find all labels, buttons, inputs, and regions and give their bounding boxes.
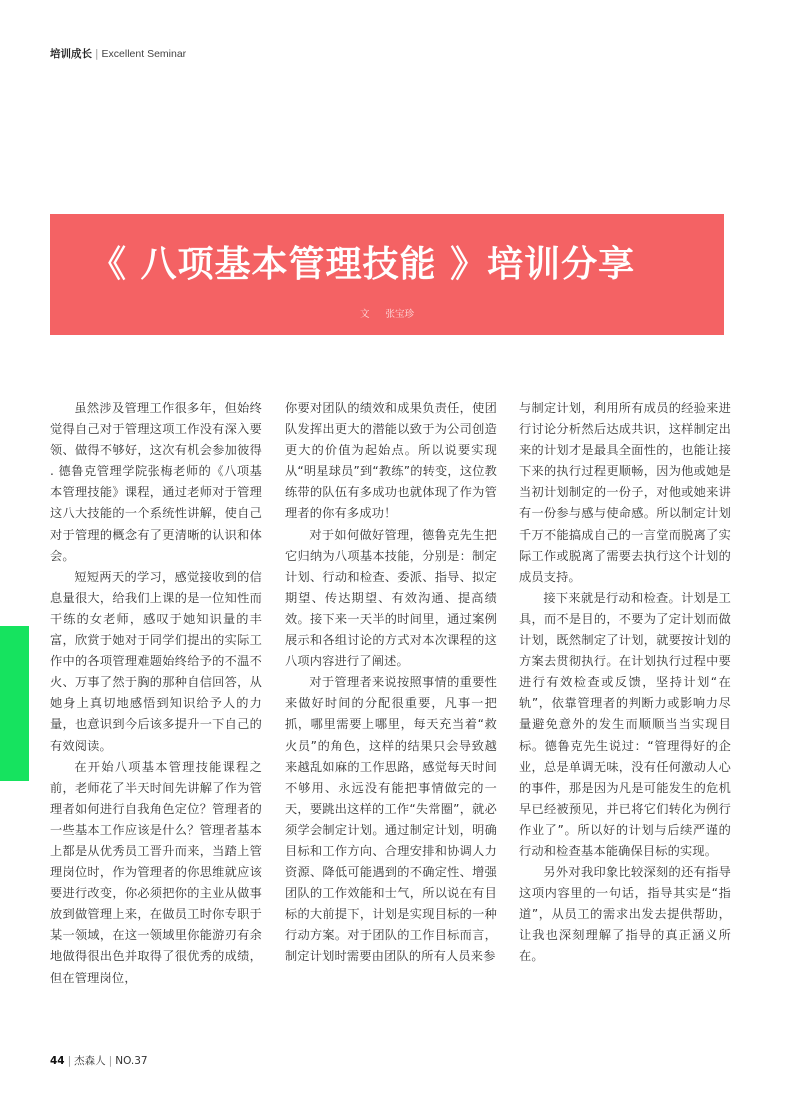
header-category: 培训成长 [50,48,92,60]
page-footer [50,1053,148,1068]
text-column-3 [519,398,731,968]
magazine-name: 杰森人 [74,1055,106,1067]
paragraph: 短短两天的学习，感觉接收到的信息量很大，给我们上课的是一位知性而干练的女老师，感叹于她知识量的丰富，欣赏于她对于同学们提出的实际工作中的各项管理难题始终给予的不温不火、万事了然于胸的那种自信回答，从她身上真切地感悟到知识给予人的力量，也意识到今后该多提升一下自己的有效阅读。 [50,569,262,753]
side-color-tab [0,626,29,781]
author-name: 张宝珍 [385,309,415,320]
byline-prefix: 文 [359,309,370,320]
text-column-1 [50,398,262,989]
byline [50,306,724,320]
paragraph: 对于如何做好管理，德鲁克先生把它归纳为八项基本技能，分别是：制定计划、行动和检查、委派、指导、拟定期望、传达期望、有效沟通、提高绩效。接下来一天半的时间里，通过案例展示和各组讨论的方式对本次课程的这八项内容进行了阐述。 [285,527,497,669]
paragraph: 虽然涉及管理工作很多年，但始终觉得自己对于管理这项工作没有深入要领、做得不够好，这次有机会参加彼得 . 德鲁克管理学院张梅老师的《八项基本管理技能》课程，通过老师对于管理这八大技能的一个系统性讲解，使自己对于管理的概念有了更清晰的认识和体会。 [50,401,262,563]
footer-divider: | [67,1055,72,1067]
paragraph: 接下来就是行动和检查。计划是工具，而不是目的，不要为了定计划而做计划，既然制定了计划，就要按计划的方案去贯彻执行。在计划执行过程中要进行有效检查或反馈，坚持计划“在轨”，依靠管理者的判断力或影响力尽量避免意外的发生而顺顺当当实现目标。德鲁克先生说过：“管理得好的企业，总是单调无味，没有任何激动人心的事件，那是因为凡是可能发生的危机早已经被预见，并已将它们转化为例行作业了”。所以好的计划与后续严谨的行动和检查基本能确保目标的实现。 [519,590,731,858]
header-divider: | [95,48,99,60]
issue-number: NO.37 [115,1055,148,1067]
paragraph: 与制定计划，利用所有成员的经验来进行讨论分析然后达成共识，这样制定出来的计划才是最具全面性的，也能让接下来的执行过程更顺畅，因为他或她是当初计划制定的一份子，对他或她来讲有一份参与感与使命感。所以制定计划千万不能搞成自己的一言堂而脱离了实际工作或脱离了需要去执行这个计划的成员支持。 [519,401,731,584]
paragraph: 在开始八项基本管理技能课程之前，老师花了半天时间先讲解了作为管理者如何进行自我角色定位？管理者的一些基本工作应该是什么？管理者基本上都是从优秀员工晋升而来，当踏上管理岗位时，作为管理者的你思维就应该要进行改变，你必须把你的主业从做事放到做管理上来，在做员工时你专职于某一领域，在这一领域里你能游刃有余地做得很出色并取得了很优秀的成绩，但在管理岗位， [50,759,262,985]
header-section-en: Excellent Seminar [101,48,187,60]
text-column-2 [285,398,497,968]
paragraph: 对于管理者来说按照事情的重要性来做好时间的分配很重要，凡事一把抓，哪里需要上哪里，每天充当着“救火员”的角色，这样的结果只会导致越来越乱如麻的工作思路，感觉每天时间不够用、永远没有能把事情做完的一天，要跳出这样的工作“失常圈”，就必须学会制定计划。通过制定计划，明确目标和工作方向、合理安排和协调人力资源、降低可能遇到的不确定性、增强团队的工作效能和士气，所以说在有目标的大前提下，计划是实现目标的一种行动方案。对于团队的工作目标而言，制定计划时需要由团队的所有人员来参 [285,675,497,964]
article-title: 《 八项基本管理技能 》培训分享 [90,244,636,285]
title-banner [50,214,724,335]
footer-divider: | [108,1055,113,1067]
running-header [50,46,186,61]
paragraph: 另外对我印象比较深刻的还有指导这项内容里的一句话，指导其实是“指道”，从员工的需求出发去提供帮助，让我也深刻理解了指导的真正涵义所在。 [519,865,731,964]
page-number: 44 [50,1055,65,1067]
paragraph: 你要对团队的绩效和成果负责任，使团队发挥出更大的潜能以致于为公司创造更大的价值为起始点。所以说要实现从“明星球员”到“教练”的转变，这位教练带的队伍有多成功也就体现了作为管理者的你有多成功！ [285,401,497,521]
